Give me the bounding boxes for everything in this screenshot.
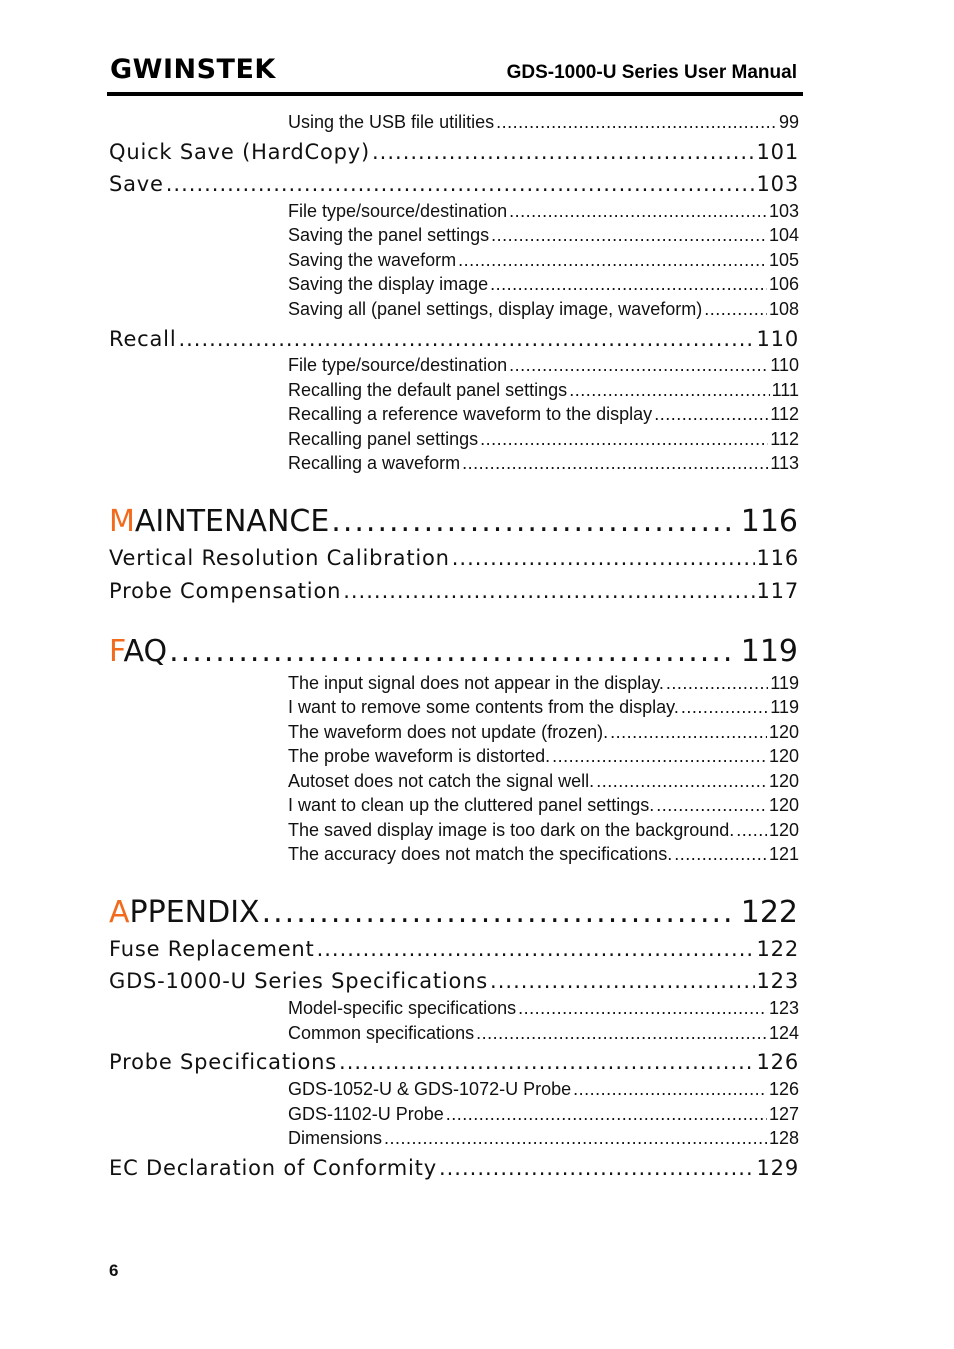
toc-leader [610,721,767,743]
toc-leader [573,1078,767,1100]
toc-entry-faq-accuracy[interactable] [288,843,799,865]
toc-label: Recalling panel settings [288,429,479,449]
toc-page: 120 [768,795,799,815]
page-number: 6 [109,1261,119,1280]
toc-entry-faq-waveform-frozen[interactable] [288,721,799,743]
toc-entry-saving-display-image[interactable] [288,273,799,295]
toc-entry-common-specs[interactable] [288,1022,799,1044]
toc-label: GDS-1000-U Series Specifications [109,969,489,993]
toc-entry-recall-file-type[interactable] [288,354,799,376]
toc-page: 103 [756,172,799,196]
toc-label: The accuracy does not match the specifications. [288,844,673,864]
toc-leader [262,895,735,931]
toc-entry-faq-autoset[interactable] [288,770,799,792]
toc-entry-recalling-panel-settings[interactable] [288,428,799,450]
toc-page: 116 [756,546,799,570]
toc-leader [452,545,755,571]
toc-page: 99 [778,112,799,132]
toc-label: Saving the display image [288,274,489,294]
toc-label: Vertical Resolution Calibration [109,546,450,570]
toc-entry-recalling-reference-waveform[interactable] [288,403,799,425]
brand-logo: GWINSTEK [110,54,276,85]
toc-entry-save-file-type[interactable] [288,200,799,222]
toc-page: 126 [756,1050,799,1074]
toc-label: The input signal does not appear in the display. [288,673,664,693]
toc-page: 116 [740,504,798,539]
toc-entry-faq-remove-contents[interactable] [288,696,799,718]
toc-entry-quick-save[interactable] [109,139,799,165]
toc-leader [518,997,767,1019]
toc-chapter-faq[interactable] [109,634,798,670]
toc-leader [372,139,755,165]
toc-leader [569,379,769,401]
toc-page: 124 [768,1023,799,1043]
toc-page: 119 [770,673,799,693]
toc-entry-usb-file-utilities[interactable] [288,111,799,133]
toc-entry-series-specifications[interactable] [109,968,799,994]
toc-page: 129 [756,1156,799,1180]
toc-entry-saving-panel-settings[interactable] [288,224,799,246]
toc-leader [458,249,767,271]
chapter-initial: A [109,895,130,930]
toc-label: File type/source/destination [288,355,508,375]
toc-label: Dimensions [288,1128,383,1148]
toc-leader [552,745,767,767]
chapter-initial: M [109,504,135,539]
toc-page: 108 [768,299,799,319]
toc-page: 128 [768,1128,799,1148]
toc-page: 110 [756,327,799,351]
toc-page: 120 [768,771,799,791]
toc-label: Model-specific specifications [288,998,517,1018]
toc-label: Common specifications [288,1023,475,1043]
toc-page: 103 [768,201,799,221]
toc-entry-faq-probe-distorted[interactable] [288,745,799,767]
toc-leader [169,634,735,670]
toc-leader [331,504,734,540]
toc-leader [384,1127,767,1149]
toc-entry-dimensions[interactable] [288,1127,799,1149]
toc-page: 120 [768,820,799,840]
toc-page: 123 [768,998,799,1018]
toc-entry-ec-declaration[interactable] [109,1155,799,1181]
toc-page: 120 [768,722,799,742]
toc-entry-faq-clean-settings[interactable] [288,794,799,816]
chapter-title-rest: PPENDIX [129,895,260,930]
toc-page: 119 [740,634,798,669]
toc-page: 122 [756,937,799,961]
toc-page: 119 [770,697,799,717]
toc-page: 120 [768,746,799,766]
toc-label: The saved display image is too dark on the background. [288,820,735,840]
toc-entry-model-specific-specs[interactable] [288,997,799,1019]
toc-label: Saving the panel settings [288,225,490,245]
toc-page: 104 [768,225,799,245]
toc-label: I want to remove some contents from the display. [288,697,679,717]
toc-label: Saving all (panel settings, display image, waveform) [288,299,703,319]
toc-leader [446,1103,767,1125]
toc-leader [496,111,777,133]
toc-page: 113 [770,453,799,473]
chapter-initial: F [109,634,124,669]
toc-page: 112 [770,404,799,424]
toc-page: 122 [740,895,798,930]
toc-page: 106 [768,274,799,294]
toc-chapter-label [109,895,260,931]
toc-leader [339,1049,755,1075]
toc-label: Recalling the default panel settings [288,380,568,400]
toc-entry-saving-all[interactable] [288,298,799,320]
toc-entry-recall[interactable] [109,326,799,352]
toc-chapter-label [109,504,329,540]
toc-entry-recalling-waveform[interactable] [288,452,799,474]
toc-entry-probe-compensation[interactable] [109,578,799,604]
toc-entry-probe-1052-1072[interactable] [288,1078,799,1100]
toc-label: Recall [109,327,177,351]
toc-label: File type/source/destination [288,201,508,221]
toc-leader [166,171,755,197]
toc-label: Save [109,172,164,196]
toc-label: Autoset does not catch the signal well. [288,771,595,791]
toc-page: 105 [768,250,799,270]
toc-page: 123 [756,969,799,993]
toc-leader [509,200,767,222]
toc-leader [490,273,767,295]
toc-page: 126 [768,1079,799,1099]
toc-page: 117 [756,579,799,603]
toc-leader [656,794,767,816]
toc-page: 127 [768,1104,799,1124]
page-header [107,52,803,98]
manual-title: GDS-1000-U Series User Manual [506,62,797,83]
toc-label: EC Declaration of Conformity [109,1156,437,1180]
toc-label: Using the USB file utilities [288,112,495,132]
toc-entry-vertical-resolution-calibration[interactable] [109,545,799,571]
toc-chapter-maintenance[interactable] [109,504,798,540]
toc-leader [509,354,768,376]
header-rule [107,92,803,96]
chapter-title-rest: AQ [123,634,168,669]
toc-page: 112 [770,429,799,449]
toc-entry-recalling-default-settings[interactable] [288,379,799,401]
toc-leader [491,224,767,246]
toc-label: Fuse Replacement [109,937,315,961]
toc-label: Quick Save (HardCopy) [109,140,370,164]
toc-page: 110 [770,355,799,375]
toc-leader [343,578,754,604]
toc-leader [480,428,768,450]
toc-entry-saving-waveform[interactable] [288,249,799,271]
toc-label: Saving the waveform [288,250,457,270]
toc-leader [476,1022,767,1044]
toc-chapter-appendix[interactable] [109,895,798,931]
toc-leader [462,452,768,474]
toc-leader [666,672,768,694]
toc-leader [674,843,767,865]
toc-entry-faq-input-signal[interactable] [288,672,799,694]
toc-leader [317,936,755,962]
toc-leader [736,819,767,841]
toc-leader [178,326,754,352]
toc-leader [490,968,754,994]
chapter-title-rest: AINTENANCE [134,504,330,539]
toc-label: The probe waveform is distorted. [288,746,551,766]
toc-entry-save[interactable] [109,171,799,197]
toc-label: GDS-1052-U & GDS-1072-U Probe [288,1079,572,1099]
toc-chapter-label [109,634,167,670]
toc-entry-fuse-replacement[interactable] [109,936,799,962]
toc-leader [654,403,768,425]
toc-entry-faq-image-dark[interactable] [288,819,799,841]
toc-label: The waveform does not update (frozen). [288,722,609,742]
toc-page: 121 [768,844,799,864]
toc-label: Recalling a reference waveform to the display [288,404,653,424]
toc-leader [704,298,767,320]
toc-entry-probe-1102[interactable] [288,1103,799,1125]
toc-label: Probe Compensation [109,579,342,603]
toc-leader [681,696,768,718]
toc-label: Recalling a waveform [288,453,461,473]
toc-entry-probe-specifications[interactable] [109,1049,799,1075]
toc-label: Probe Specifications [109,1050,338,1074]
toc-leader [596,770,767,792]
toc-label: GDS-1102-U Probe [288,1104,444,1124]
toc-page: 101 [756,140,799,164]
toc-leader [439,1155,755,1181]
toc-page: 111 [771,380,799,400]
toc-label: I want to clean up the cluttered panel settings. [288,795,655,815]
